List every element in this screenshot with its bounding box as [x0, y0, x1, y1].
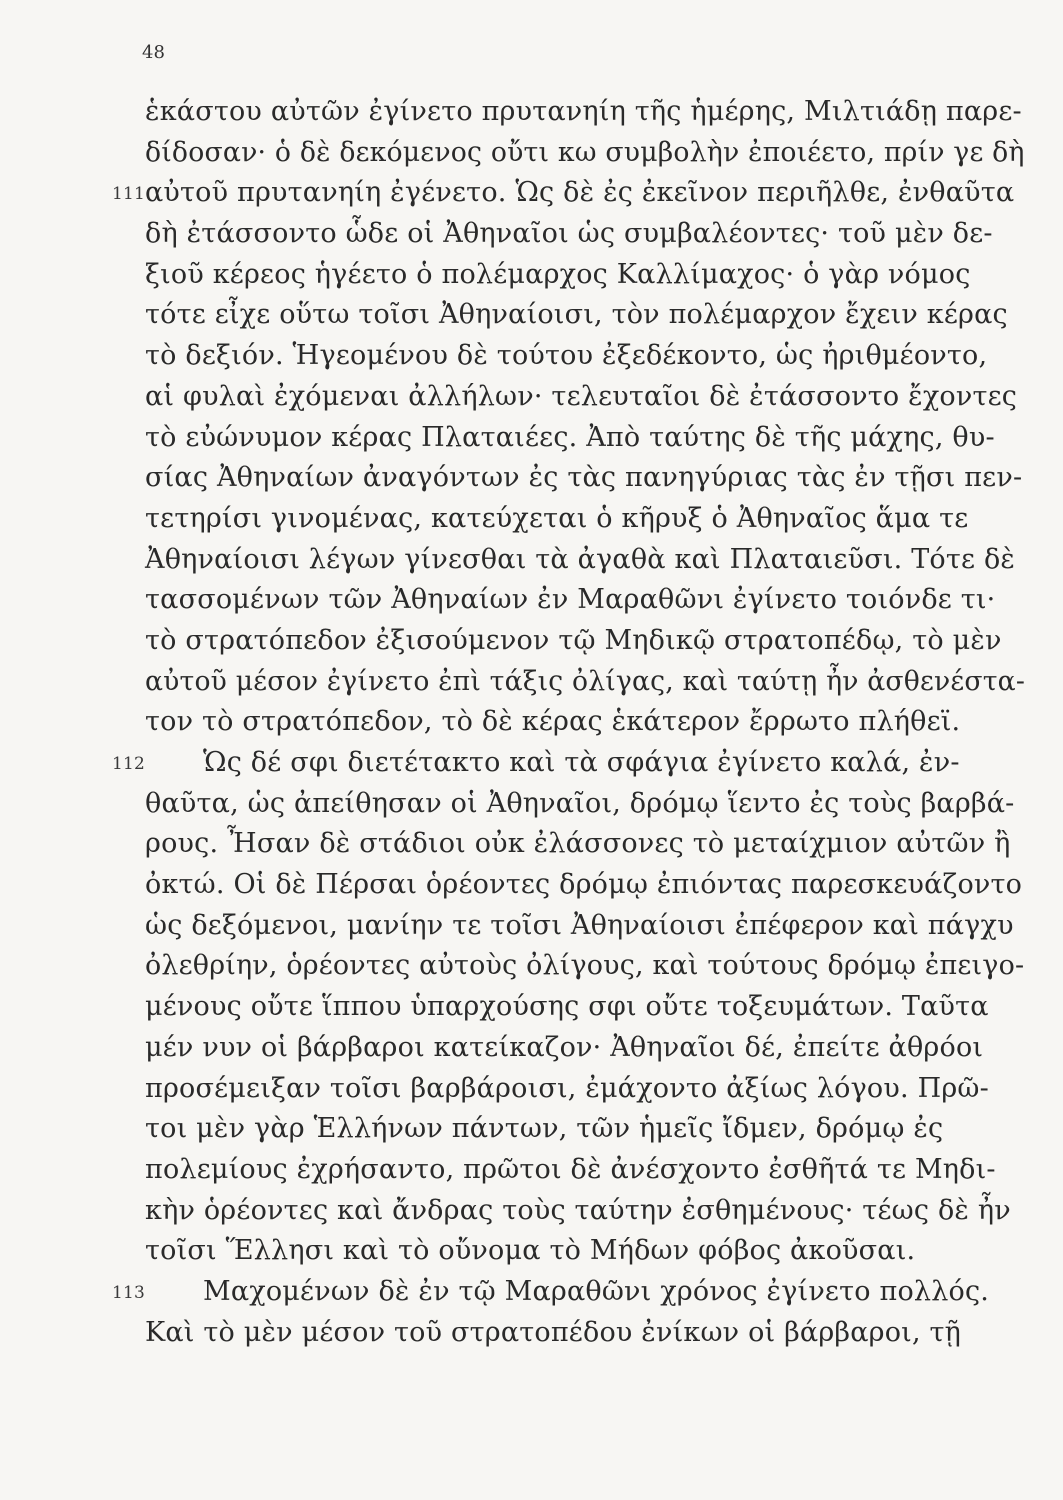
text-body [112, 92, 1026, 1353]
line-text: δίδοσαν· ὁ δὲ δεκόμενος οὔτι κω συμβολὴν ἐποιέετο, πρίν γε δὴ [145, 136, 1025, 168]
chapter-number: 113 [112, 1282, 146, 1303]
text-line [145, 946, 1025, 987]
text-line [112, 1272, 1025, 1313]
text-line [145, 621, 1025, 662]
text-line [112, 743, 1025, 784]
line-text: προσέμειξαν τοῖσι βαρβάροισι, ἐμάχοντο ἀξίως λόγου. Πρῶ- [145, 1072, 989, 1104]
line-text: δὴ ἐτάσσοντο ὧδε οἱ Ἀθηναῖοι ὡς συμβαλέοντες· τοῦ μὲν δε- [145, 218, 993, 250]
line-text: τετηρίσι γινομένας, κατεύχεται ὁ κῆρυξ ὁ Ἀθηναῖος ἅμα τε [145, 502, 969, 534]
line-text: αὐτοῦ πρυτανηίη ἐγένετο. Ὡς δὲ ἐς ἐκεῖνον περιῆλθε, ἐνθαῦτα [145, 177, 1015, 209]
line-text: Καὶ τὸ μὲν μέσον τοῦ στρατοπέδου ἐνίκων οἱ βάρβαροι, τῇ [145, 1316, 962, 1348]
line-text: τὸ στρατόπεδον ἐξισούμενον τῷ Μηδικῷ στρατοπέδῳ, τὸ μὲν [145, 624, 1002, 656]
chapter-number: 112 [112, 754, 146, 774]
line-text: τότε εἶχε οὕτω τοῖσι Ἀθηναίοισι, τὸν πολέμαρχον ἔχειν κέρας [145, 299, 1008, 331]
line-text: σίας Ἀθηναίων ἀναγόντων ἐς τὰς πανηγύριας τὰς ἐν τῇσι πεν- [145, 462, 1023, 494]
text-line [145, 255, 1025, 296]
text-line [145, 987, 1025, 1028]
text-line [145, 580, 1025, 621]
text-line [145, 133, 1025, 174]
line-text: τοῖσι Ἕλλησι καὶ τὸ οὔνομα τὸ Μήδων φόβος ἀκοῦσαι. [145, 1235, 916, 1267]
page-number: 48 [142, 42, 165, 63]
text-line [145, 458, 1025, 499]
line-text: ἑκάστου αὐτῶν ἐγίνετο πρυτανηίη τῆς ἡμέρης, Μιλτιάδῃ παρε- [145, 96, 1022, 127]
text-line [145, 662, 1025, 703]
line-text: τὸ δεξιόν. Ἡγεομένου δὲ τούτου ἐξεδέκοντο, ὡς ἠριθμέοντο, [145, 340, 988, 372]
text-line [145, 499, 1025, 540]
line-text: τὸ εὐώνυμον κέρας Πλαταιέες. Ἀπὸ ταύτης δὲ τῆς μάχης, θυ- [145, 421, 995, 453]
line-text: Ἀθηναίοισι λέγων γίνεσθαι τὰ ἀγαθὰ καὶ Πλαταιεῦσι. Τότε δὲ [145, 543, 1016, 575]
line-text: τον τὸ στρατόπεδον, τὸ δὲ κέρας ἑκάτερον ἔρρωτο πλήθεϊ. [145, 706, 961, 738]
line-text: πολεμίους ἐχρήσαντο, πρῶτοι δὲ ἀνέσχοντο ἐσθῆτά τε Μηδι- [145, 1153, 996, 1185]
line-text: ὡς δεξόμενοι, μανίην τε τοῖσι Ἀθηναίοισι ἐπέφερον καὶ πάγχυ [145, 909, 1014, 941]
line-text: τασσομένων τῶν Ἀθηναίων ἐν Μαραθῶνι ἐγίνετο τοιόνδε τι· [145, 584, 996, 616]
line-text: μένους οὔτε ἵππου ὑπαρχούσης σφι οὔτε τοξευμάτων. Ταῦτα [145, 991, 989, 1023]
text-line [145, 336, 1025, 377]
text-line [145, 865, 1025, 906]
chapter-number: 111 [112, 184, 146, 205]
text-line [145, 540, 1025, 581]
line-text: κὴν ὁρέοντες καὶ ἄνδρας τοὺς ταύτην ἐσθημένους· τέως δὲ ἦν [145, 1194, 1011, 1226]
line-text: μέν νυν οἱ βάρβαροι κατείκαζον· Ἀθηναῖοι δέ, ἐπείτε ἀθρόοι [145, 1031, 984, 1063]
text-line [145, 1150, 1025, 1191]
text-line [145, 1313, 1025, 1354]
text-line [145, 295, 1025, 336]
text-line [145, 1069, 1025, 1110]
text-line [145, 214, 1025, 255]
line-text: θαῦτα, ὡς ἀπείθησαν οἱ Ἀθηναῖοι, δρόμῳ ἵεντο ἐς τοὺς βαρβά- [145, 787, 1015, 819]
line-text: αὐτοῦ μέσον ἐγίνετο ἐπὶ τάξις ὀλίγας, καὶ ταύτῃ ἦν ἀσθενέστα- [145, 665, 1026, 697]
text-line [112, 173, 1025, 214]
line-text: Μαχομένων δὲ ἐν τῷ Μαραθῶνι χρόνος ἐγίνετο πολλός. [203, 1275, 990, 1307]
line-text: Ὡς δέ σφι διετέτακτο καὶ τὰ σφάγια ἐγίνετο καλά, ἐν- [203, 747, 960, 778]
line-text: ρους. Ἦσαν δὲ στάδιοι οὐκ ἐλάσσονες τὸ μεταίχμιον αὐτῶν ἢ [145, 828, 1011, 860]
text-line [145, 1191, 1025, 1232]
line-text: ὀλεθρίην, ὁρέοντες αὐτοὺς ὀλίγους, καὶ τούτους δρόμῳ ἐπειγο- [145, 950, 1025, 982]
text-line [145, 1109, 1025, 1150]
line-text: αἱ φυλαὶ ἐχόμεναι ἀλλήλων· τελευταῖοι δὲ ἐτάσσοντο ἔχοντες [145, 380, 1018, 412]
text-line [145, 377, 1025, 418]
text-line [145, 92, 1025, 133]
text-line [145, 906, 1025, 947]
line-text: τοι μὲν γὰρ Ἑλλήνων πάντων, τῶν ἡμεῖς ἴδμεν, δρόμῳ ἐς [145, 1113, 944, 1145]
text-line [145, 784, 1025, 825]
text-line [145, 418, 1025, 459]
text-line [145, 824, 1025, 865]
text-line [145, 1231, 1025, 1272]
line-text: ξιοῦ κέρεος ἡγέετο ὁ πολέμαρχος Καλλίμαχος· ὁ γὰρ νόμος [145, 258, 971, 290]
text-line [145, 1028, 1025, 1069]
line-text: ὀκτώ. Οἱ δὲ Πέρσαι ὁρέοντες δρόμῳ ἐπιόντας παρεσκευάζοντο [145, 869, 1023, 901]
text-line [145, 702, 1025, 743]
